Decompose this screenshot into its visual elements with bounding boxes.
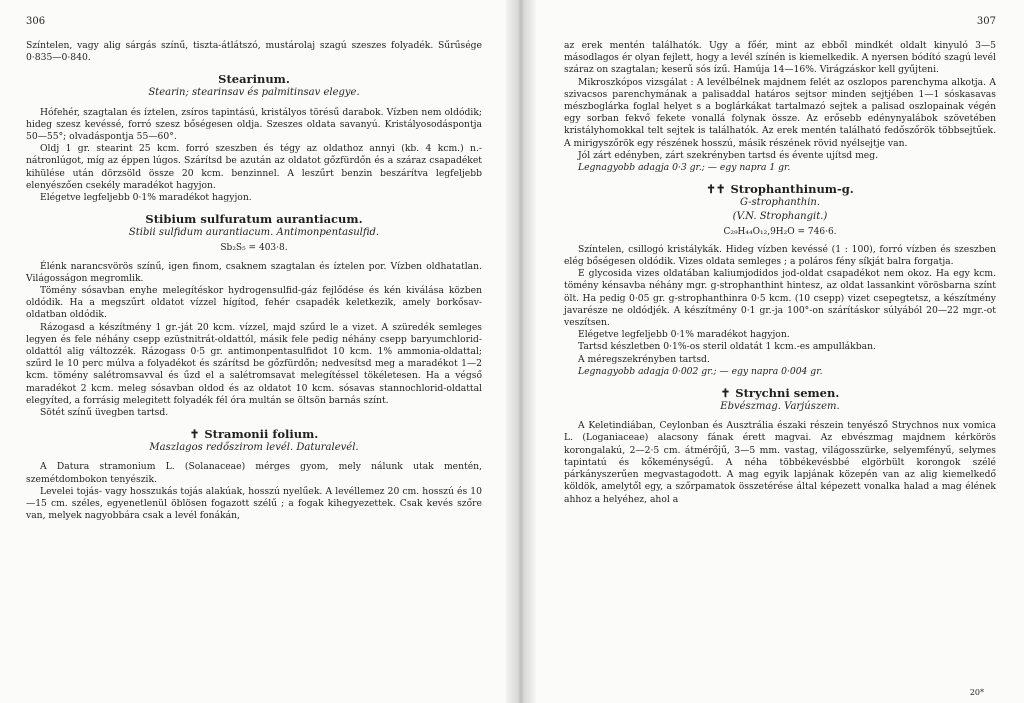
strophanthinum-title: Strophanthinum-g. — [730, 182, 854, 197]
stearinum-paragraph: Elégetve legfeljebb 0·1% maradékot hagyjon. — [40, 192, 252, 204]
stearinum-paragraph: Hófehér, szagtalan és íztelen, zsíros tapintású, kristályos törésű darabok. Vízben nem oldódik; hideg szesz kevéssé, forró szesz bőségesen oldja. Szeszes oldata savanyú. Kristályosodáspontja 50—55°; olvadáspontja 55—60°. — [26, 106, 482, 143]
stibium-paragraph: Rázogasd a készítmény 1 gr.-ját 20 kcm. vízzel, majd szűrd le a vizet. A szüredék semleges legyen és fele néhány csepp ezüstnitrát-oldattól, másik fele pedig néhány csepp baryumchlorid-oldattól alig változzék. Rázogass 0·5 gr. antimonpentasulfidot 10 kcm. 1% ammonia-oldattal; szűrd le 10 perc múlva a folyadékot és szárítsd be gőzfürdőn; nedvesítsd meg a maradékot 1—2 kcm. tömény salétromsavval és űzd el a salétromsavat melegítéssel tökéletesen. Ha a végső maradékot 2 kcm. meleg sósavban oldod és az oldatot 10 kcm. sósavas stannochlorid-oldattal elegyíted, a forrásig melegitett folyadék fél óra multán se öltsön barnás színt. — [26, 321, 482, 406]
page-number-left: 306 — [26, 16, 46, 27]
stearinum-paragraph: Oldj 1 gr. stearint 25 kcm. forró szeszben és tégy az oldathoz annyi (kb. 4 kcm.) n.-nátronlúgot, míg az éppen lúgos. Szárítsd be azután az oldatot gőzfürdőn és a száraz csapadéket kihülése után dörzsöld össze 20 kcm. benzinnel. A leszűrt benzin beszárítva legfeljebb elenyészően csekély maradékot hagyjon. — [26, 143, 482, 191]
strophanthinum-heading — [564, 182, 996, 197]
stearinum-title: Stearinum. — [218, 72, 290, 87]
strychni-title: Strychni semen. — [735, 386, 840, 401]
strophanthinum-formula: C₂₉H₄₄O₁₂,9H₂O = 746·6. — [723, 226, 837, 237]
stramonii-title: Stramonii folium. — [204, 427, 319, 442]
left-page — [0, 0, 506, 703]
strophanthinum-paragraph: Tartsd készletben 0·1%-os steril oldatát 1 kcm.-es ampullákban. — [578, 341, 876, 353]
book-gutter — [506, 0, 536, 703]
dose-paragraph: Legnagyobb adagja 0·3 gr.; — egy napra 1 gr. — [578, 162, 791, 174]
stibium-subtitle: Stibii sulfidum aurantiacum. Antimonpentasulfid. — [128, 227, 380, 239]
stearinum-subtitle: Stearin; stearinsav és palmitinsav elegye. — [148, 87, 360, 99]
continued-paragraph: az erek mentén találhatók. Ugy a főér, mint az ebből mindkét oldalt kinyuló 3—5 másodlagos ér olyan fejlett, hogy a levél színén is kiemelkedik. A nyersen bódító szagú levél száraz on szagtalan; keserű sós ízű. Hamúja 14—16%. Virágzáskor kell gyűjteni. — [564, 40, 996, 76]
stramonii-heading — [26, 427, 482, 442]
stibium-formula: Sb₂S₅ = 403·8. — [220, 243, 288, 254]
double-cross-icon: ✝✝ — [706, 182, 726, 197]
strophanthinum-paragraph: A méregszekrényben tartsd. — [578, 353, 710, 365]
stibium-paragraph: Élénk narancsvörös színű, igen finom, csaknem szagtalan és íztelen por. Vízben oldhatatlan. Világosságon megromlik. — [26, 260, 482, 284]
storage-paragraph: Jól zárt edényben, zárt szekrényben tartsd és évente ujítsd meg. — [578, 149, 879, 161]
strophanthinum-paragraph: E glycosida vizes oldatában kaliumjodidos jod-oldat csapadékot nem okoz. Ha egy kcm. tömény kénsavba néhány mgr. g-strophanthint hintesz, az oldat lassankint vörösbarna színt ölt. Ha pedig 0·05 gr. g-strophanthinra 0·5 kcm. (10 csepp) vizet csepegtetsz, a készítmény javarésze ne oldódjék. A készítmény 0·1 gr.-ja 100°-on szárításkor súlyából 20—22 mgr.-ot veszítsen. — [564, 268, 996, 329]
strophanthinum-paragraph: Elégetve legfeljebb 0·1% maradékot hagyjon. — [578, 329, 790, 341]
strophanthinum-alt-name: (V.N. Strophangit.) — [732, 211, 828, 223]
strophanthinum-paragraph: Színtelen, csillogó kristálykák. Hideg vízben kevéssé (1 : 100), forró vízben és szeszben elég bőségesen oldódik. Vizes oldata semleges ; a poláros fény síkját balra forgatja. — [564, 243, 996, 268]
stibium-paragraph: Sötét színű üvegben tartsd. — [40, 407, 169, 419]
stramonii-paragraph: A Datura stramonium L. (Solanaceae) mérges gyom, mely nálunk utak mentén, szemétdombokon tenyészik. — [26, 461, 482, 485]
microscopy-paragraph: Mikroszkópos vizsgálat : A levélbélnek majdnem felét az oszlopos parenchyma alkotja. A szivacsos parenchymának a palisaddal határos sejtsor minden sejtjében 1—1 sóskasavas mészboglárka foglal helyet s a boglárkákat tartalmazó sejtek a palisad oszlopainak végén egy sorban fekvő fekete vonallá folynak össze. Az erősebb edénynyalábok szövetében kristályhomokkal telt sejtek is találhatók. Az erek mentén található fedőszőrök többsejtűek. A mirigyszőrök egy részének hosszú, másik részének rövid nyélsejtje van. — [564, 76, 996, 149]
strophanthinum-subtitle: G-strophanthin. — [739, 197, 821, 209]
stibium-title: Stibium sulfuratum aurantiacum. — [145, 212, 363, 227]
strychni-subtitle: Ebvészmag. Varjúszem. — [720, 401, 840, 413]
stramonii-paragraph: Levelei tojás- vagy hosszukás tojás alakúak, hosszú nyelűek. A levéllemez 20 cm. hosszú és 10—15 cm. széles, egyenetlenül öblösen fogazott szélű ; a fogak kihegyezettek. Csak kevés szőre van, melyek nagyobbára csak a levél fonákán, — [26, 485, 482, 522]
strychni-paragraph: A Keletindiában, Ceylonban és Ausztrália északi részein tenyésző Strychnos nux vomica L. (Loganiaceae) alacsony fának érett magvai. Az ebvészmag majdnem kérkörös korongalakú, 2—2·5 cm. átmérőjű, 3—5 mm. vastag, világosszürke, selyemfényű, selymes tapintatú és kőkeménységű. A néha többékevésbbé elgörbült korongok szélé párkányszerűen megvastagodott. A mag egyik lapjának közepén van az alig kiemelkedő köldök, amelytől egy, a szőrpamatok összetérése által képezett vonalka halad a mag élének ahhoz a helyéhez, ahol a — [564, 420, 996, 505]
strychni-heading — [564, 386, 996, 401]
signature-mark: 20* — [969, 687, 984, 697]
strophanthinum-dose: Legnagyobb adagja 0·002 gr.; — egy napra 0·004 gr. — [578, 365, 823, 377]
stibium-paragraph: Tömény sósavban enyhe melegítéskor hydrogensulfid-gáz fejlődése és kén kiválása közben oldódik. Ha a megszűrt oldatot vízzel hígítod, fehér csapadék keletkezik, amely borkősav-oldatban oldódik. — [26, 285, 482, 321]
intro-paragraph: Színtelen, vagy alig sárgás színű, tiszta-átlátszó, mustárolaj szagú szeszes folyadék. Sűrűsége 0·835—0·840. — [26, 40, 482, 64]
right-page — [506, 0, 1024, 703]
cross-icon: ✝ — [189, 427, 200, 442]
cross-icon: ✝ — [720, 386, 731, 401]
stramonii-subtitle: Maszlagos redőszirom levél. Daturalevél. — [149, 442, 359, 454]
page-number-right: 307 — [976, 16, 996, 27]
